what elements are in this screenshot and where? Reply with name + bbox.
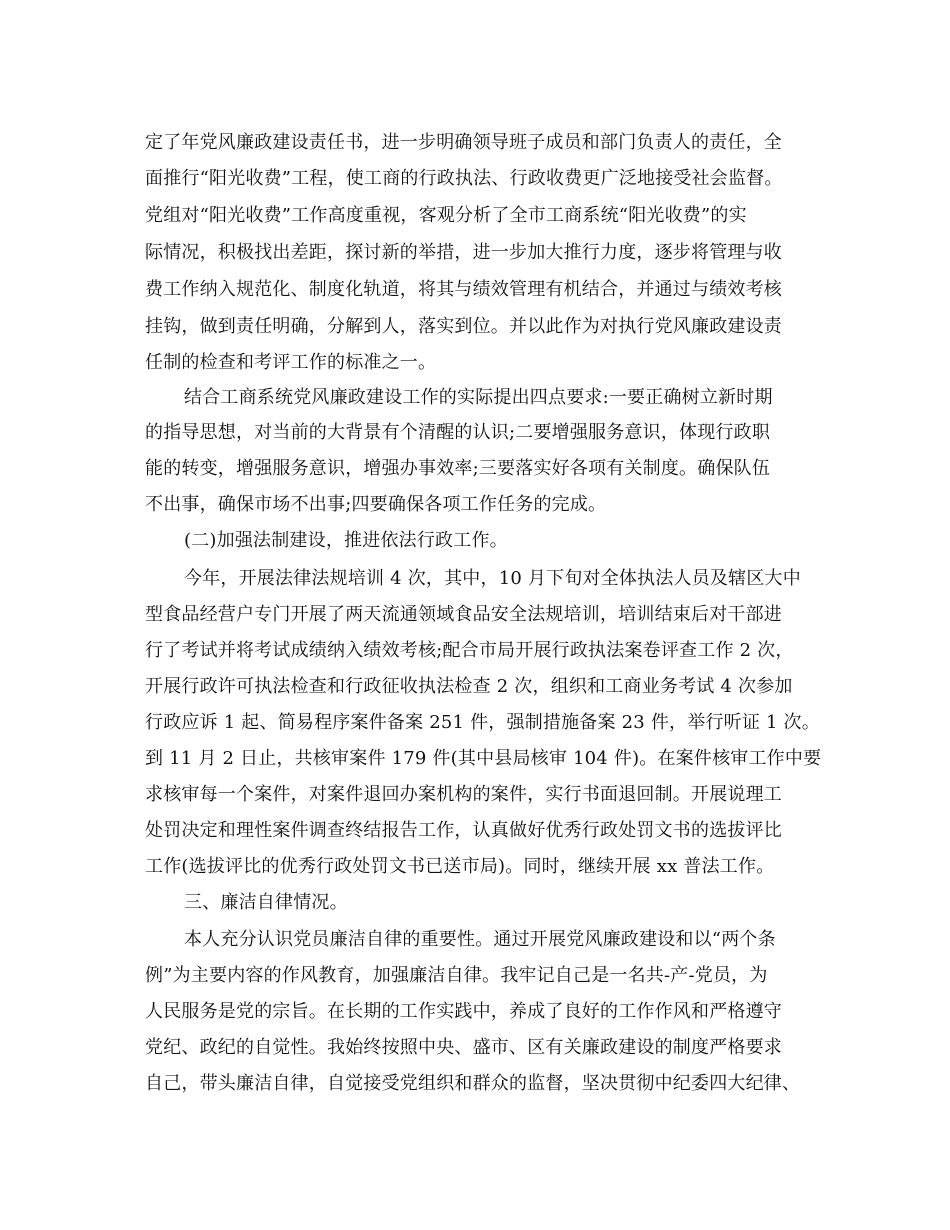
paragraph-first-line: 本人充分认识党员廉洁自律的重要性。通过开展党风廉政建设和以“两个条	[184, 929, 776, 950]
text-line: 党组对“阳光收费”工作高度重视，客观分析了全市工商系统“阳光收费”的实	[145, 205, 747, 226]
section-heading: (二)加强法制建设，推进依法行政工作。	[184, 530, 508, 551]
text-line: 费工作纳入规范化、制度化轨道，将其与绩效管理有机结合，并通过与绩效考核	[145, 279, 782, 300]
text-line: 求核审每一个案件，对案件退回办案机构的案件，实行书面退回制。开展说理工	[145, 784, 782, 805]
paragraph-first-line: 今年，开展法律法规培训 4 次，其中，10 月下旬对全体执法人员及辖区大中	[184, 568, 801, 589]
section-heading: 三、廉洁自律情况。	[184, 892, 348, 913]
text-line: 到 11 月 2 日止，共核审案件 179 件(其中县局核审 104 件)。在案件核审工作中要	[145, 748, 822, 769]
text-line: 处罚决定和理性案件调查终结报告工作，认真做好优秀行政处罚文书的选拔评比	[145, 820, 782, 841]
text-line: 定了年党风廉政建设责任书，进一步明确领导班子成员和部门负责人的责任，全	[145, 132, 782, 153]
text-line: 行了考试并将考试成绩纳入绩效考核;配合市局开展行政执法案卷评查工作 2 次，	[145, 640, 794, 661]
text-line: 任制的检查和考评工作的标准之一。	[145, 352, 437, 373]
text-line: 人民服务是党的宗旨。在长期的工作实践中，养成了良好的工作作风和严格遵守	[145, 1001, 782, 1022]
text-line: 工作(选拔评比的优秀行政处罚文书已送市局)。同时，继续开展 xx 普法工作。	[145, 856, 775, 877]
text-line: 际情况，积极找出差距，探讨新的举措，进一步加大推行力度，逐步将管理与收	[145, 242, 782, 263]
text-line: 型食品经营户专门开展了两天流通领域食品安全法规培训，培训结束后对干部进	[145, 604, 782, 625]
text-line: 能的转变，增强服务意识，增强办事效率;三要落实好各项有关制度。确保队伍	[145, 458, 771, 479]
text-line: 行政应诉 1 起、简易程序案件备案 251 件，强制措施备案 23 件，举行听证 1 次。	[145, 712, 820, 733]
text-line: 自己，带头廉洁自律，自觉接受党组织和群众的监督，坚决贯彻中纪委四大纪律、	[145, 1073, 801, 1094]
paragraph-first-line: 结合工商系统党风廉政建设工作的实际提出四点要求:一要正确树立新时期	[184, 387, 773, 408]
text-line: 开展行政许可执法检查和行政征收执法检查 2 次，组织和工商业务考试 4 次参加	[145, 676, 793, 697]
text-line: 挂钩，做到责任明确，分解到人，落实到位。并以此作为对执行党风廉政建设责	[145, 316, 782, 337]
text-line: 不出事，确保市场不出事;四要确保各项工作任务的完成。	[145, 494, 607, 515]
text-line: 的指导思想，对当前的大背景有个清醒的认识;二要增强服务意识，体现行政职	[145, 422, 771, 443]
text-line: 面推行“阳光收费”工程，使工商的行政执法、行政收费更广泛地接受社会监督。	[145, 168, 783, 189]
text-line: 例”为主要内容的作风教育，加强廉洁自律。我牢记自己是一名共-产-党员，为	[145, 965, 768, 986]
text-line: 党纪、政纪的自觉性。我始终按照中央、盛市、区有关廉政建设的制度严格要求	[145, 1037, 782, 1058]
